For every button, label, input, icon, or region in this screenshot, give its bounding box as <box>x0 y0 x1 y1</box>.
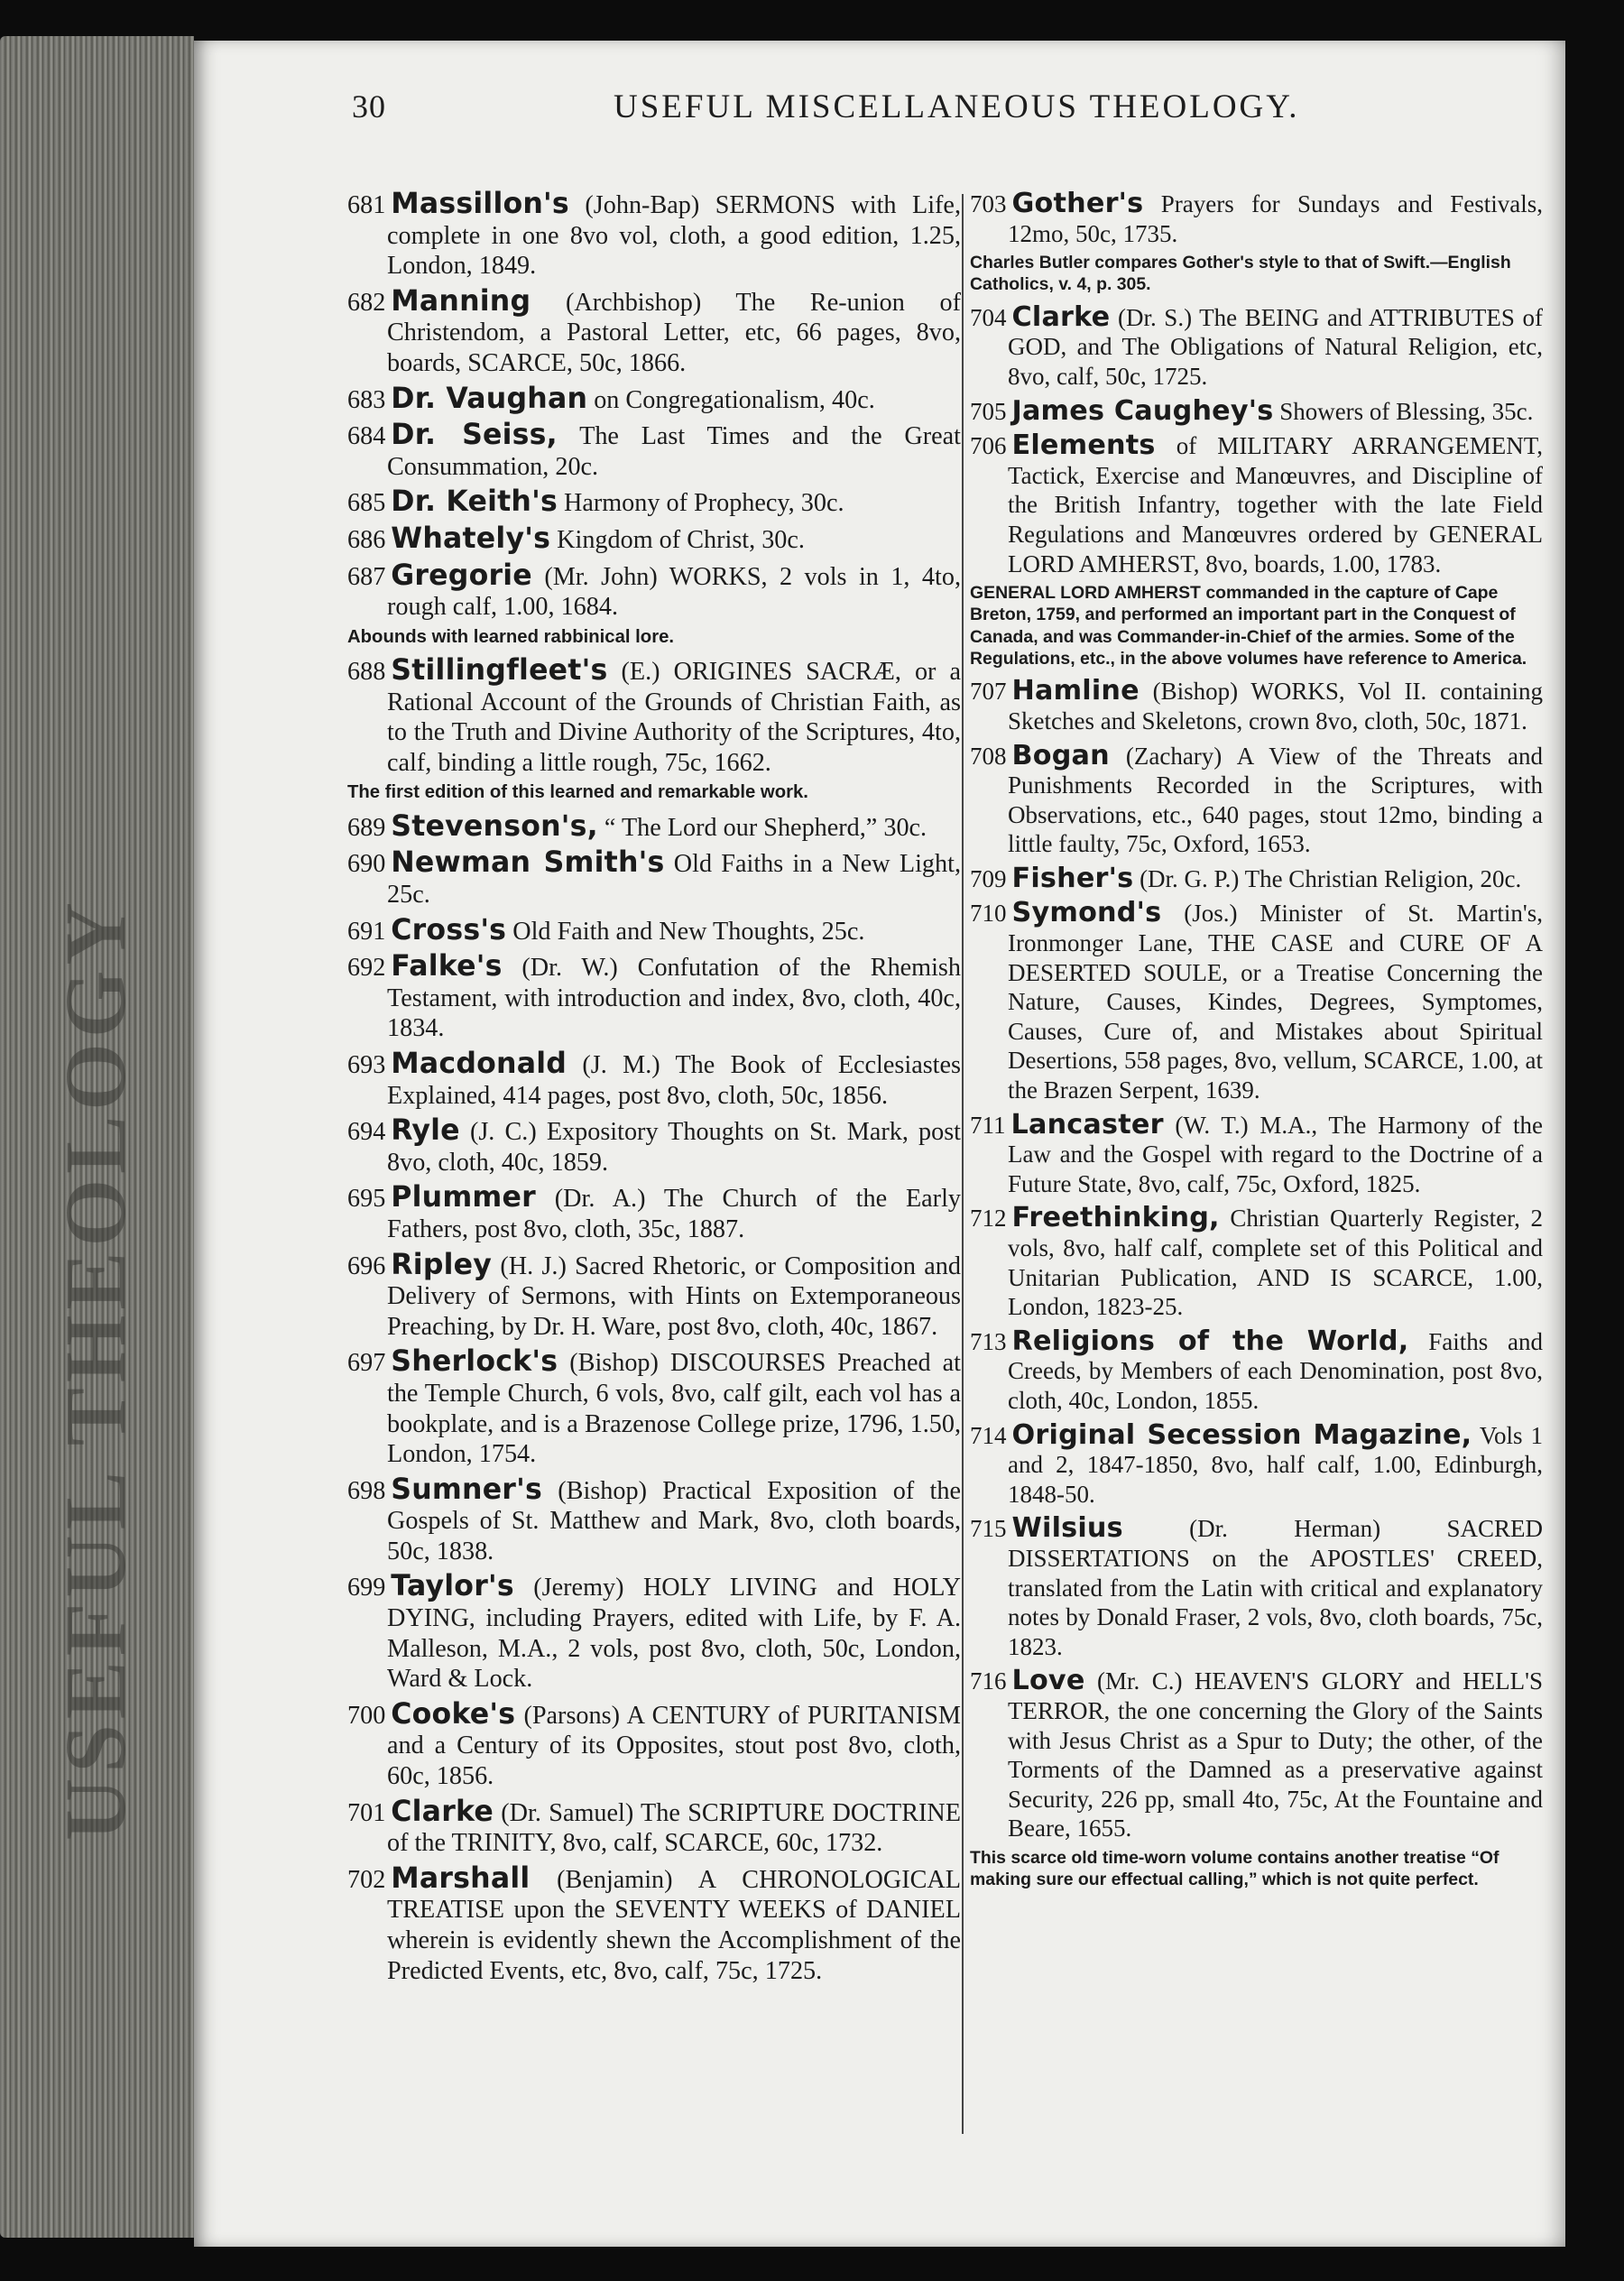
entry-author: Symond's <box>1011 897 1162 929</box>
catalog-entry <box>347 848 961 910</box>
entry-number: 683 <box>347 385 386 414</box>
entry-description: (Bishop) Practical Exposition of the Gospels of St. Matthew and Mark, 8vo, cloth boards, 50c, 1838. <box>387 1476 961 1565</box>
entry-number: 700 <box>347 1701 386 1730</box>
entry-number: 710 <box>970 900 1007 928</box>
entry-description: Harmony of Prophecy, 30c. <box>557 489 844 518</box>
entry-number: 684 <box>347 422 386 451</box>
catalog-entry <box>347 1183 961 1244</box>
entry-author: Gother's <box>1011 188 1144 219</box>
entry-description: (Dr. Herman) SACRED DISSERTATIONS on the APOSTLES' CREED, translated from the Latin with critical and explanatory notes by Donald Fraser, 2 vols, 8vo, cloth boards, 75c, 1823. <box>1008 1515 1543 1660</box>
entry-description: (Jos.) Minister of St. Martin's, Ironmonger Lane, THE CASE and CURE OF A DESERTED SOULE, or a Treatise Concerning the Nature, Causes, Kindes, Degrees, Symptomes, Causes, Cure of, and Mistakes about Spiritual Desertions, 558 pages, 8vo, vellum, SCARCE, 1.00, at the Brazen Serpent, 1639. <box>1008 900 1543 1104</box>
entry-author: Plummer <box>391 1181 536 1214</box>
entry-number: 695 <box>347 1185 386 1214</box>
catalog-entry <box>970 1514 1543 1661</box>
catalog-entry <box>970 1108 1543 1199</box>
entry-description: (Parsons) A CENTURY of PURITANISM and a Century of its Opposites, stout post 8vo, cloth, 60c, 1856. <box>387 1701 961 1791</box>
entry-description: Faiths and Creeds, by Members of each Denomination, post 8vo, cloth, 40c, London, 1855. <box>1008 1327 1543 1414</box>
entry-description: Prayers for Sundays and Festivals, 12mo, 50c, 1735. <box>1008 190 1543 247</box>
entry-description: (J. C.) Expository Thoughts on St. Mark, post 8vo, cloth, 40c, 1859. <box>387 1118 961 1177</box>
entry-author: Freethinking, <box>1011 1202 1220 1234</box>
entry-description: (Dr. Samuel) The SCRIPTURE DOCTRINE of the TRINITY, 8vo, calf, SCARCE, 60c, 1732. <box>387 1798 961 1858</box>
entry-author: Lancaster <box>1010 1108 1164 1140</box>
entry-author: Whately's <box>391 522 551 555</box>
catalog-entry <box>347 952 961 1044</box>
entry-author: Clarke <box>1011 300 1111 333</box>
catalog-entry <box>347 1248 961 1343</box>
page-header <box>352 88 1534 142</box>
entry-author: Dr. Seiss, <box>391 419 558 452</box>
entry-description: (E.) ORIGINES SACRÆ, or a Rational Account of the Grounds of Christian Faith, as to the Truth and Divine Authority of the Scriptures, 4to, calf, binding a little rough, 75c, 1662. <box>387 658 961 777</box>
catalog-entry <box>970 1327 1543 1416</box>
running-title: USEFUL MISCELLANEOUS THEOLOGY. <box>614 88 1300 125</box>
catalog-entry <box>970 899 1543 1104</box>
left-column <box>347 189 961 1991</box>
entry-number: 686 <box>347 525 386 554</box>
entry-author: Ryle <box>391 1114 460 1148</box>
entry-number: 681 <box>347 191 386 219</box>
entry-number: 687 <box>347 562 386 591</box>
catalog-entry <box>347 1572 961 1694</box>
entry-description: (Jeremy) HOLY LIVING and HOLY DYING, including Prayers, edited with Life, by F. A. Malleson, M.A., 2 vols, post 8vo, cloth, 50c, London, Ward & Lock. <box>387 1574 961 1694</box>
catalog-entry <box>970 739 1543 859</box>
catalog-entry <box>347 1797 961 1859</box>
entry-author: Bogan <box>1011 739 1110 771</box>
entry-number: 703 <box>970 190 1007 217</box>
entry-description: (Benjamin) A CHRONOLOGICAL TREATISE upon the SEVENTY WEEKS of DANIEL wherein is evidently shewn the Accomplishment of the Predicted Events, etc, 8vo, calf, 75c, 1725. <box>387 1865 961 1985</box>
entry-description: of MILITARY ARRANGEMENT, Tactick, Exercise and Manœuvres, and Discipline of the British Infantry, together with the late Field Regulations and Manœuvres ordered by GENERAL LORD AMHERST, 8vo, boards, 1.00, 1783. <box>1008 432 1543 577</box>
entry-author: Sherlock's <box>391 1345 558 1379</box>
entry-number: 694 <box>347 1118 386 1147</box>
catalog-entry <box>347 1861 961 1986</box>
entry-description: (Bishop) WORKS, Vol II. containing Sketches and Skeletons, crown 8vo, cloth, 50c, 1871. <box>1008 678 1543 734</box>
entry-description: (J. M.) The Book of Ecclesiastes Explained, 414 pages, post 8vo, cloth, 50c, 1856. <box>387 1050 961 1110</box>
catalog-entry <box>347 524 961 556</box>
entry-description: Vols 1 and 2, 1847-1850, 8vo, half calf, 1.00, Edinburgh, 1848-50. <box>1008 1421 1543 1508</box>
entry-number: 709 <box>970 864 1007 892</box>
entry-description: (Bishop) DISCOURSES Preached at the Temple Church, 6 vols, 8vo, calf gilt, each vol has a bookplate, and is a Brazenose College prize, 1796, 1.50, London, 1754. <box>387 1349 961 1469</box>
catalog-entry <box>347 809 961 844</box>
entry-description: (Dr. G. P.) The Christian Religion, 20c. <box>1133 864 1522 892</box>
column-divider <box>962 194 964 2134</box>
book-page-edges <box>0 36 194 2238</box>
entry-author: Hamline <box>1011 675 1140 707</box>
entry-author: Falke's <box>391 950 503 984</box>
entry-number: 699 <box>347 1574 386 1602</box>
entry-author: Marshall <box>391 1861 531 1895</box>
catalog-entry <box>970 1204 1543 1321</box>
catalog-entry <box>970 864 1543 894</box>
entry-author: Cooke's <box>391 1697 516 1731</box>
entry-description: (H. J.) Sacred Rhetoric, or Composition and Delivery of Sermons, with Hints on Extemporaneous Preaching, by Dr. H. Ware, post 8vo, cloth, 40c, 1867. <box>387 1251 961 1341</box>
entry-author: Clarke <box>391 1795 494 1828</box>
entry-number: 685 <box>347 489 386 518</box>
entry-number: 716 <box>970 1667 1007 1695</box>
catalog-entry <box>347 561 961 623</box>
entry-number: 693 <box>347 1050 386 1079</box>
entry-author: Macdonald <box>391 1047 567 1080</box>
catalog-entry <box>970 189 1543 248</box>
entry-description: on Congregationalism, 40c. <box>587 385 875 414</box>
catalog-entry <box>347 284 961 379</box>
catalog-entry <box>347 1116 961 1177</box>
entry-number: 704 <box>970 303 1007 331</box>
entry-author: James Caughey's <box>1011 394 1274 427</box>
entry-description: The Last Times and the Great Consummation, 20c. <box>387 422 961 481</box>
entry-note: Charles Butler compares Gother's style to that of Swift.—English Catholics, v. 4, p. 305. <box>970 253 1511 295</box>
catalog-entry <box>347 913 961 947</box>
entry-author: Massillon's <box>391 188 569 220</box>
entry-number: 698 <box>347 1476 386 1505</box>
entry-number: 706 <box>970 432 1007 460</box>
entry-number: 713 <box>970 1327 1007 1355</box>
entry-number: 697 <box>347 1349 386 1378</box>
entry-author: Newman Smith's <box>391 846 665 880</box>
catalog-entry <box>347 1475 961 1567</box>
entry-description: Christian Quarterly Register, 2 vols, 8vo, half calf, complete set of this Political and Unitarian Publication, AND IS SCARCE, 1.00, London, 1823-25. <box>1008 1205 1543 1321</box>
catalog-entry <box>970 1667 1543 1843</box>
catalog-entry <box>347 420 961 482</box>
entry-number: 708 <box>970 742 1007 770</box>
entry-note: The first edition of this learned and remarkable work. <box>347 782 808 803</box>
entry-number: 712 <box>970 1205 1007 1233</box>
entry-author: Religions of the World, <box>1011 1325 1409 1357</box>
catalog-entry <box>347 1347 961 1469</box>
entry-description: Old Faiths in a New Light, 25c. <box>387 850 961 909</box>
entry-description: (Dr. W.) Confutation of the Rhemish Testament, with introduction and index, 8vo, cloth, 40c, 1834. <box>387 954 961 1043</box>
entry-number: 702 <box>347 1865 386 1894</box>
catalog-entry <box>347 1697 961 1792</box>
entry-number: 689 <box>347 813 386 842</box>
catalog-entry <box>970 431 1543 578</box>
entry-number: 715 <box>970 1515 1007 1543</box>
entry-author: Dr. Keith's <box>391 485 558 519</box>
entry-author: Stillingfleet's <box>391 654 608 688</box>
catalog-entry <box>970 394 1543 427</box>
entry-author: Manning <box>391 284 531 318</box>
entry-number: 696 <box>347 1251 386 1280</box>
entry-description: Old Faith and New Thoughts, 25c. <box>506 917 865 946</box>
entry-author: Ripley <box>391 1248 493 1281</box>
catalog-entry <box>970 1418 1543 1510</box>
catalog-entry <box>347 487 961 519</box>
entry-author: Wilsius <box>1011 1512 1123 1545</box>
entry-author: Stevenson's, <box>391 809 598 843</box>
catalog-entry <box>347 189 961 282</box>
entry-author: Love <box>1011 1665 1085 1697</box>
entry-description: (Dr. S.) The BEING and ATTRIBUTES of GOD, and The Obligations of Natural Religion, etc, 8vo, calf, 50c, 1725. <box>1008 303 1543 390</box>
entry-author: Cross's <box>391 913 507 947</box>
entry-description: (Mr. John) WORKS, 2 vols in 1, 4to, rough calf, 1.00, 1684. <box>387 562 961 622</box>
entry-author: Dr. Vaughan <box>391 382 588 415</box>
entry-author: Fisher's <box>1011 862 1134 894</box>
entry-number: 688 <box>347 658 386 687</box>
entry-note: This scarce old time-worn volume contains another treatise “Of making sure our effectual calling,” which is not quite perfect. <box>970 1847 1499 1890</box>
entry-number: 682 <box>347 288 386 317</box>
entry-description: (Dr. A.) The Church of the Early Fathers, post 8vo, cloth, 35c, 1887. <box>387 1185 961 1243</box>
entry-note: GENERAL LORD AMHERST commanded in the capture of Cape Breton, 1759, and performed an important part in the Conquest of Canada, and was Commander-in-Chief of the armies. Some of the Regulations, etc., in the above volumes have reference to America. <box>970 583 1527 670</box>
catalog-page <box>194 41 1565 2247</box>
entry-description: (W. T.) M.A., The Harmony of the Law and the Gospel with regard to the Doctrine of a Future State, 8vo, calf, 75c, Oxford, 1825. <box>1008 1111 1543 1197</box>
entry-description: (Mr. C.) HEAVEN'S GLORY and HELL'S TERROR, the one concerning the Glory of the Saints with Jesus Christ as a Spur to Duty; the other, of the Torments of the Damned as a preservative against Security, 226 pp, small 4to, 75c, At the Fountaine and Beare, 1655. <box>1008 1667 1543 1842</box>
catalog-entry <box>347 656 961 778</box>
entry-number: 711 <box>970 1111 1006 1139</box>
catalog-entry <box>970 300 1543 392</box>
entry-description: Kingdom of Christ, 30c. <box>550 525 805 554</box>
entry-number: 690 <box>347 850 386 879</box>
catalog-entry <box>347 1049 961 1111</box>
page-number: 30 <box>352 88 386 125</box>
entry-description: (John-Bap) SERMONS with Life, complete in one 8vo vol, cloth, a good edition, 1.25, London, 1849. <box>387 191 961 281</box>
entry-number: 691 <box>347 917 386 946</box>
right-column <box>970 189 1543 1898</box>
entry-author: Original Secession Magazine, <box>1011 1418 1472 1451</box>
catalog-entry <box>970 677 1543 735</box>
spine-edge-text: USEFUL THEOLOGY <box>47 897 143 1841</box>
entry-number: 714 <box>970 1421 1007 1449</box>
entry-number: 705 <box>970 397 1007 425</box>
entry-author: Gregorie <box>391 559 532 592</box>
entry-number: 707 <box>970 678 1007 706</box>
entry-description: Showers of Blessing, 35c. <box>1273 397 1534 425</box>
catalog-entry <box>347 384 961 416</box>
entry-description: (Zachary) A View of the Threats and Punishments Recorded in the Scriptures, with Observations, etc., 640 pages, stout 12mo, binding a little faulty, 75c, Oxford, 1653. <box>1008 742 1543 858</box>
entry-description: (Archbishop) The Re-union of Christendom, a Pastoral Letter, etc, 66 pages, 8vo, boards, SCARCE, 50c, 1866. <box>387 288 961 377</box>
entry-author: Sumner's <box>391 1473 542 1506</box>
entry-author: Taylor's <box>391 1570 514 1603</box>
entry-note: Abounds with learned rabbinical lore. <box>347 626 675 647</box>
entry-number: 692 <box>347 954 386 983</box>
entry-description: “ The Lord our Shepherd,” 30c. <box>597 813 927 842</box>
entry-number: 701 <box>347 1798 386 1827</box>
entry-author: Elements <box>1011 429 1156 462</box>
